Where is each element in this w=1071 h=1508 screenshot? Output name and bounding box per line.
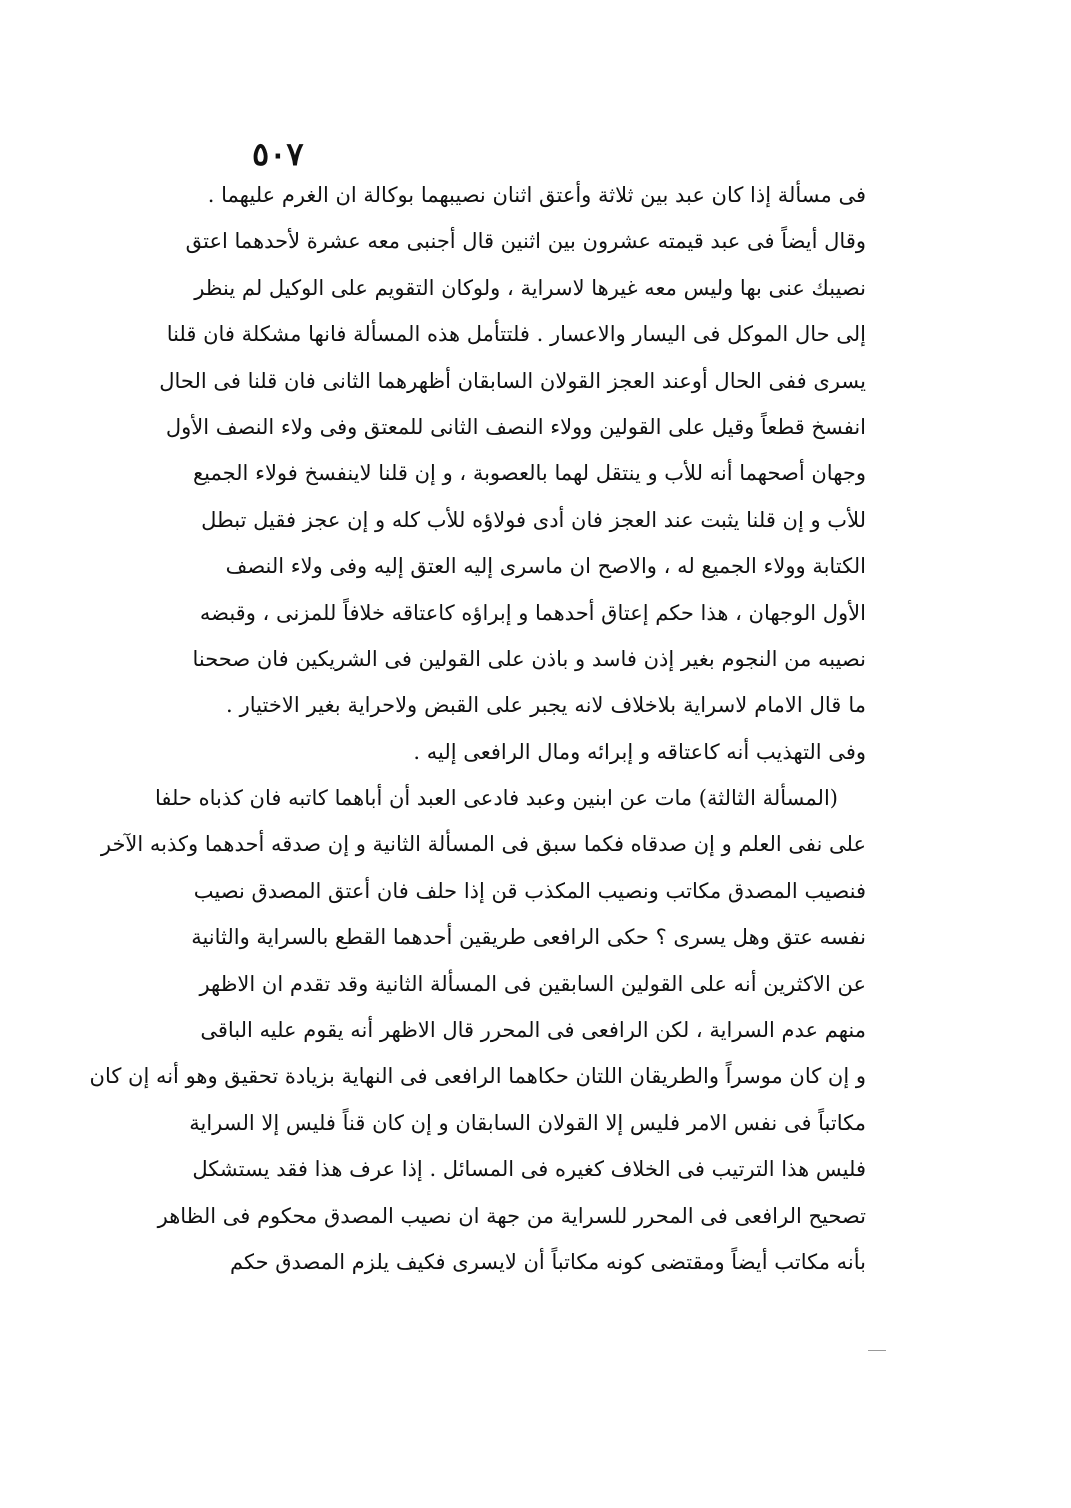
text-line: للأب و إن قلنا يثبت عند العجز فان أدى فولاؤه للأب كله و إن عجز فقيل تبطل	[201, 507, 866, 532]
text-line: إلى حال الموكل فى اليسار والاعسار . فلتتأمل هذه المسألة فانها مشكلة فان قلنا	[166, 322, 866, 347]
body-text	[89, 172, 866, 1285]
text-line: عن الاكثرين أنه على القولين السابقين فى المسألة الثانية وقد تقدم ان الاظهر	[199, 971, 866, 996]
text-line: فليس هذا الترتيب فى الخلاف كغيره فى المسائل . إذا عرف هذا فقد يستشكل	[192, 1157, 866, 1182]
page-number: ٥٠٧	[252, 135, 304, 173]
text-line: منهم عدم السراية ، لكن الرافعى فى المحرر قال الاظهر أنه يقوم عليه الباقى	[200, 1018, 866, 1043]
text-line: على نفى العلم و إن صدقاه فكما سبق فى المسألة الثانية و إن صدقه أحدهما وكذبه الآخر	[100, 832, 866, 857]
text-line: نصيبه من النجوم بغير إذن فاسد و باذن على القولين فى الشريكين فان صححنا	[192, 646, 866, 671]
text-line: فنصيب المصدق مكاتب ونصيب المكذب قن إذا حلف فان أعتق المصدق نصيب	[193, 878, 866, 903]
text-line: الأول الوجهان ، هذا حكم إعتاق أحدهما و إبراؤه كاعتاقه خلافاً للمزنى ، وقبضه	[199, 600, 866, 625]
text-line: وفى التهذيب أنه كاعتاقه و إبرائه ومال الرافعى إليه .	[413, 739, 866, 764]
text-line: انفسخ قطعاً وقيل على القولين وولاء النصف الثانى للمعتق وفى ولاء النصف الأول	[165, 414, 866, 439]
text-line: تصحيح الرافعى فى المحرر للسراية من جهة ان نصيب المصدق محكوم فى الظاهر	[157, 1203, 866, 1228]
text-line: نفسه عتق وهل يسرى ؟ حكى الرافعى طريقين أحدهما القطع بالسراية والثانية	[191, 925, 866, 950]
text-line: بأنه مكاتب أيضاً ومقتضى كونه مكاتباً أن لايسرى فكيف يلزم المصدق حكم	[230, 1249, 866, 1274]
text-line: فى مسألة إذا كان عبد بين ثلاثة وأعتق اثنان نصيبهما بوكالة ان الغرم عليهما .	[207, 183, 866, 207]
margin-mark	[868, 1350, 886, 1351]
text-line: يسرى ففى الحال أوعند العجز القولان السابقان أظهرهما الثانى فان قلنا فى الحال	[159, 368, 866, 393]
text-line: و إن كان موسراً والطريقان اللتان حكاهما الرافعى فى النهاية بزيادة تحقيق وهو أنه إن كان	[89, 1064, 866, 1089]
text-line: مكاتباً فى نفس الامر فليس إلا القولان السابقان و إن كان قناً فليس إلا السراية	[189, 1110, 866, 1135]
text-line: الكتابة وولاء الجميع له ، والاصح ان ماسرى إليه العتق إليه وفى ولاء النصف	[225, 554, 866, 579]
text-line: ما قال الامام لاسراية بلاخلاف لانه يجبر على القبض ولاحراية بغير الاختيار .	[226, 693, 866, 718]
text-line: نصيبك عنى بها وليس معه غيرها لاسراية ، ولوكان التقويم على الوكيل لم ينظر	[194, 275, 866, 300]
text-line: وجهان أصحهما أنه للأب و ينتقل لهما بالعصوبة ، و إن قلنا لاينفسخ فولاء الجميع	[192, 461, 866, 486]
text-line: (المسألة الثالثة) مات عن ابنين وعبد فادعى العبد أن أباهما كاتبه فان كذباه حلفا	[154, 786, 838, 811]
text-line: وقال أيضاً فى عبد قيمته عشرون بين اثنين قال أجنبى معه عشرة لأحدهما اعتق	[185, 229, 866, 254]
